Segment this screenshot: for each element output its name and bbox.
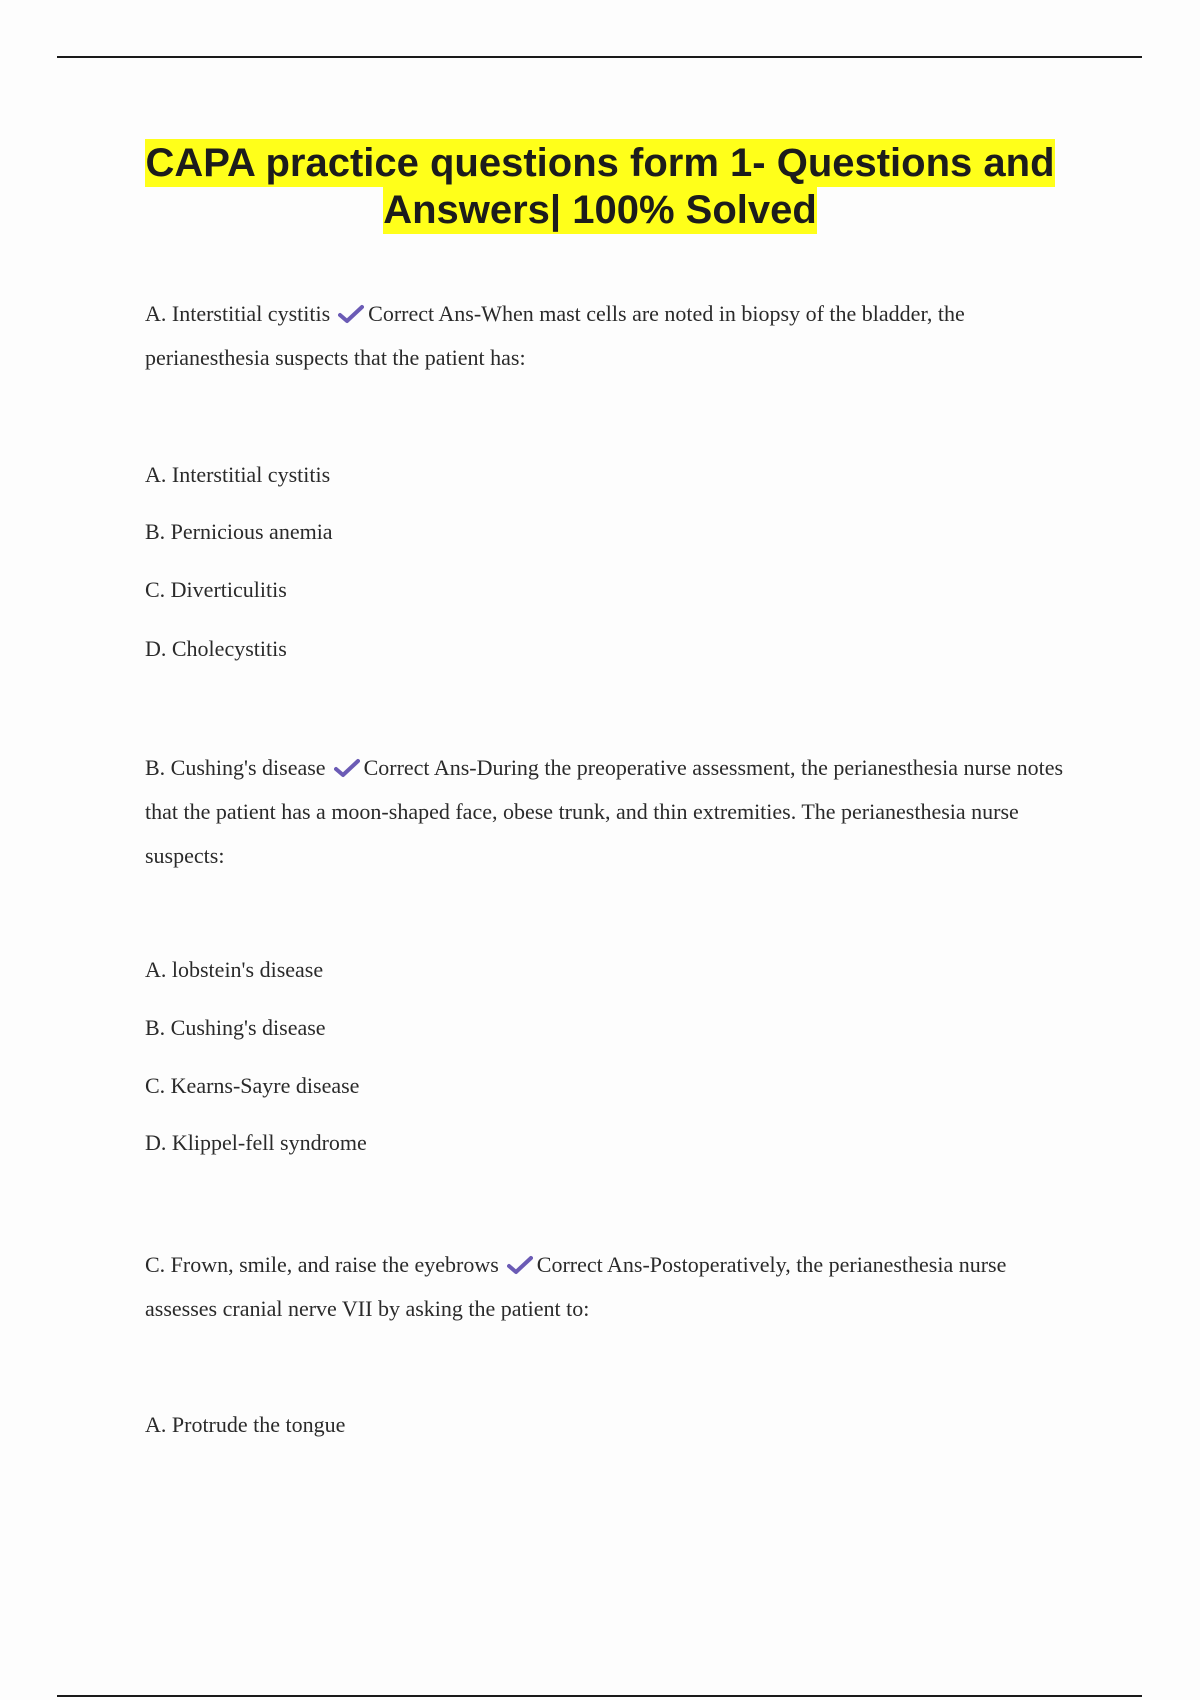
document-title (100, 140, 1100, 234)
question-block (145, 746, 1075, 878)
question-text: Correct Ans-During the preoperative assessment, the perianesthesia nurse notes that the patient has a moon-shaped face, obese trunk, and thin extremities. The perianesthesia nurse suspects: (145, 755, 1064, 868)
title-highlight: CAPA practice questions form 1- Questions and Answers| 100% Solved (145, 141, 1055, 232)
checkmark-icon (507, 1255, 533, 1275)
footer-rule (57, 1695, 1142, 1697)
option-item: A. Protrude the tongue (145, 1412, 346, 1437)
answer-text: A. Interstitial cystitis (145, 301, 331, 326)
checkmark-icon (338, 304, 364, 324)
option-item: C. Diverticulitis (145, 577, 287, 602)
option-item: D. Cholecystitis (145, 636, 287, 661)
option-item: B. Pernicious anemia (145, 519, 333, 544)
question-block (145, 1243, 1075, 1331)
question-block (145, 292, 1075, 380)
question-text: Correct Ans-Postoperatively, the perianesthesia nurse assesses cranial nerve VII by asking the patient to: (145, 1252, 1007, 1321)
checkmark-icon (334, 758, 360, 778)
option-item: C. Kearns-Sayre disease (145, 1073, 360, 1098)
answer-text: C. Frown, smile, and raise the eyebrows (145, 1252, 499, 1277)
answer-text: B. Cushing's disease (145, 755, 326, 780)
option-item: B. Cushing's disease (145, 1015, 326, 1040)
question-text: Correct Ans-When mast cells are noted in biopsy of the bladder, the perianesthesia suspects that the patient has: (145, 301, 965, 370)
header-rule (57, 56, 1142, 58)
option-item: A. lobstein's disease (145, 957, 324, 982)
option-item: A. Interstitial cystitis (145, 462, 331, 487)
option-item: D. Klippel-fell syndrome (145, 1130, 367, 1155)
